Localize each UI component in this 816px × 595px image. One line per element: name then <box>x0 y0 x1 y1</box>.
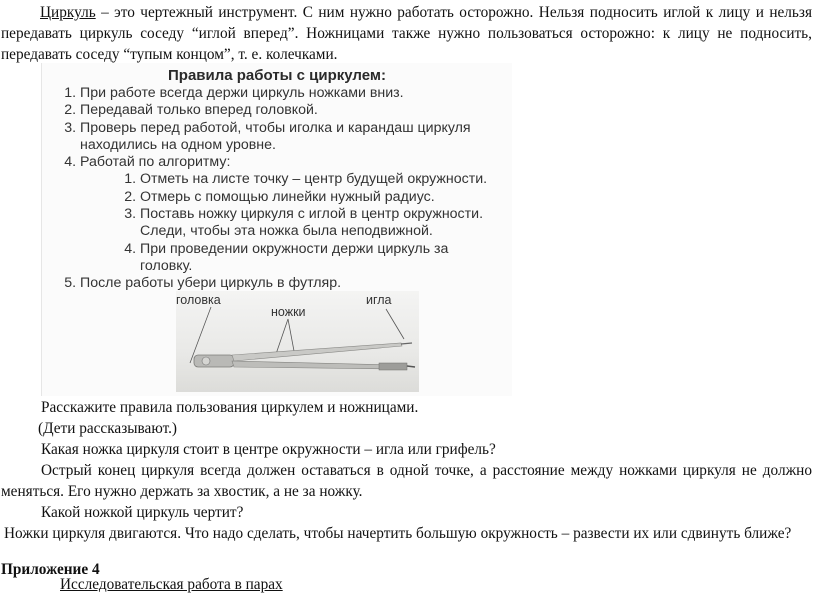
body-paragraph-2: (Дети рассказывают.) <box>38 420 178 437</box>
body-paragraph-3: Какая ножка циркуля стоит в центре окружности – игла или грифель? <box>41 441 496 458</box>
legs-pointer-2 <box>288 319 294 351</box>
sub-rule-item: 4. При проведении окружности держи циркуль за головку. <box>140 241 500 276</box>
label-needle: игла <box>366 293 392 307</box>
legs-pointer-1 <box>276 319 288 354</box>
needle-tip <box>401 343 412 344</box>
rule-item: 2. Передавай только вперед головкой. <box>80 102 500 119</box>
body-paragraph-4: Острый конец циркуля всегда должен оставаться в одной точке, а расстояние между ножками циркуля не должно меняться. Его нужно держать за хвостик, а не за ножку. <box>1 462 812 500</box>
rule-item: 1. При работе всегда держи циркуль ножками вниз. <box>80 85 500 102</box>
body-paragraph-6: Ножки циркуля двигаются. Что надо сделать, чтобы начертить большую окружность – развести их или сдвинуть ближе? <box>4 525 792 542</box>
lead-holder <box>379 363 407 370</box>
intro-paragraph <box>1 2 812 65</box>
label-legs: ножки <box>271 305 306 319</box>
rules-title: Правила работы с циркулем: <box>168 67 386 84</box>
appendix-title: Приложение 4 <box>1 561 100 578</box>
compass-head-icon <box>194 355 234 367</box>
compass-leg-pencil <box>232 361 396 369</box>
intro-term: Циркуль <box>40 4 96 21</box>
algorithm-sublist <box>80 171 500 275</box>
rules-list <box>42 85 500 293</box>
sub-rule-item: 3. Поставь ножку циркуля с иглой в центр окружности. Следи, чтобы эта ножка была неподвижной. <box>140 206 500 241</box>
lead-tip <box>407 366 415 367</box>
needle-pointer <box>386 309 404 339</box>
compass-photo <box>176 291 419 392</box>
rule-item-text: Работай по алгоритму: <box>80 154 231 171</box>
intro-text: – это чертежный инструмент. С ним нужно работать осторожно. Нельзя подносить иглой к лицу и нельзя передавать циркуль соседу “иглой вперед”. Ножницами также нужно пользоваться осторожно: к лицу не подносить, передавать соседу “тупым концом”, т. е. колечками. <box>1 4 812 63</box>
compass-leg-needle <box>232 343 402 361</box>
label-head: головка <box>176 293 221 307</box>
appendix-subtitle: Исследовательская работа в парах <box>60 576 283 593</box>
rule-item: 3. Проверь перед работой, чтобы иголка и карандаш циркуля находились на одном уровне. <box>80 120 500 155</box>
sub-rule-item: 1. Отметь на листе точку – центр будущей окружности. <box>140 171 500 188</box>
compass-hinge-icon <box>202 357 210 365</box>
rule-item: 5. После работы убери циркуль в футляр. <box>80 275 500 292</box>
body-paragraph-1: Расскажите правила пользования циркулем и ножницами. <box>41 399 419 416</box>
rule-item-algorithm <box>80 154 500 275</box>
sub-rule-item: 2. Отмерь с помощью линейки нужный радиус. <box>140 189 500 206</box>
body-paragraph-5: Какой ножкой циркуль чертит? <box>41 504 244 521</box>
